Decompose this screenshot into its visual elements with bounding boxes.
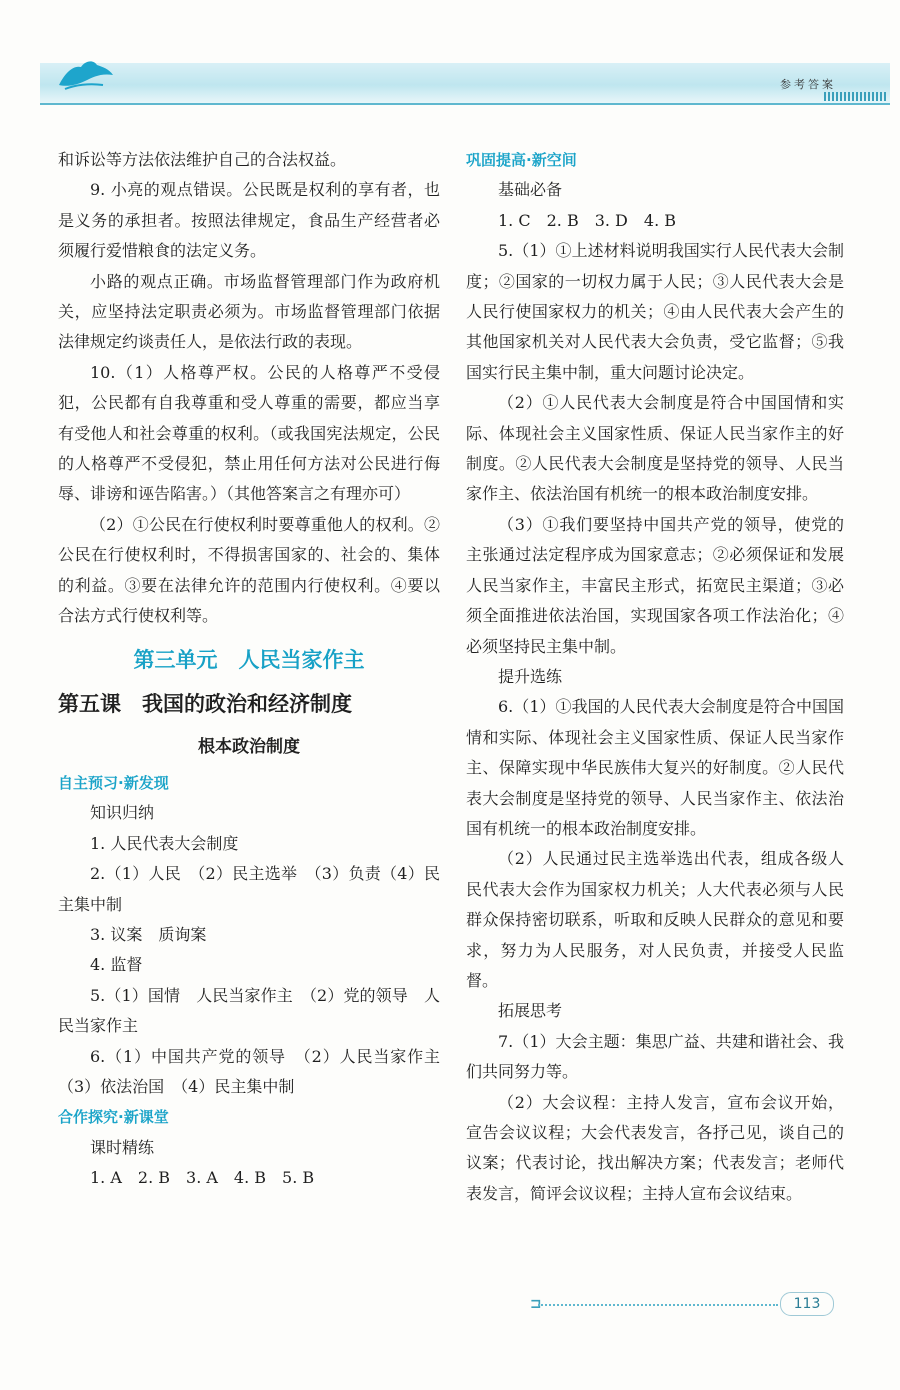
- subsection-heading: 提升选练: [498, 666, 563, 686]
- answer-7-1: 7.（1）大会主题：集思广益、共建和谐社会、我们共同努力等。: [466, 1031, 844, 1082]
- footer-bracket-icon: ⊐: [530, 1296, 542, 1312]
- paragraph: 和诉讼等方法依法维护自己的合法权益。: [58, 150, 347, 169]
- answer-line: 5.（1）国情 人民当家作主 （2）党的领导 人民当家作主: [58, 985, 440, 1036]
- header-label: 参考答案: [780, 78, 836, 91]
- answer-5-1: 5.（1）①上述材料说明我国实行人民代表大会制度；②国家的一切权力属于人民；③人民代表大会是人民行使国家权力的机关；④由人民代表大会产生的其他国家机关对人民代表大会负责，受它监督；⑤我国实行民主集中制，重大问题讨论决定。: [466, 241, 844, 382]
- answer-line: 1. A 2. B 3. A 4. B 5. B: [90, 1168, 315, 1188]
- header-band: [40, 63, 890, 103]
- answer-line: 4. 监督: [90, 955, 143, 975]
- lesson-title: 第五课 我国的政治和经济制度: [58, 690, 352, 716]
- subsection-heading: 基础必备: [498, 180, 563, 200]
- answer-6-2: （2）人民通过民主选举选出代表，组成各级人民代表大会作为国家权力机关；人大代表必须与人民群众保持密切联系，听取和反映人民群众的意见和要求，努力为人民服务，对人民负责，并接受人民监督。: [466, 849, 844, 990]
- page-number: 113: [780, 1292, 834, 1316]
- answer-10-2: （2）①公民在行使权利时要尊重他人的权利。②公民在行使权利时，不得损害国家的、社会的、集体的利益。③要在法律允许的范围内行使权利。④要以合法方式行使权利等。: [58, 514, 440, 626]
- left-column: [58, 145, 457, 1194]
- answer-5-2: （2）①人民代表大会制度是符合中国国情和实际、体现社会主义国家性质、保证人民当家作主的好制度。②人民代表大会制度是坚持党的领导、人民当家作主、依法治国有机统一的根本政治制度安排。: [466, 393, 844, 504]
- answer-7-2: （2）大会议程：主持人发言，宣布会议开始，宣告会议议程；大会代表发言，各抒己见，谈自己的议案；代表讨论，找出解决方案；代表发言；老师代表发言，简评会议议程；主持人宣布会议结束。: [466, 1092, 844, 1203]
- bird-logo-icon: [55, 55, 115, 95]
- answer-10-1: 10.（1）人格尊严权。公民的人格尊严不受侵犯，公民都有自我尊重和受人尊重的需要，都应当享有受他人和社会尊重的权利。（或我国宪法规定，公民的人格尊严不受侵犯，禁止用任何方法对公民进行侮辱、诽谤和诬告陷害。）（其他答案言之有理亦可）: [58, 362, 440, 504]
- footer-dotted-rule: [538, 1304, 778, 1306]
- section-heading: 合作探究·新课堂: [58, 1108, 169, 1127]
- right-column: [466, 145, 844, 1209]
- answer-5-3: （3）①我们要坚持中国共产党的领导，使党的主张通过法定程序成为国家意志；②必须保证和发展人民当家作主，丰富民主形式，拓宽民主渠道；③必须全面推进依法治国，实现国家各项工作法治化；④必须坚持民主集中制。: [466, 514, 844, 656]
- header-rule: [40, 103, 890, 105]
- unit-title: 第三单元 人民当家作主: [133, 647, 365, 672]
- answer-6-1: 6.（1）①我国的人民代表大会制度是符合中国国情和实际、体现社会主义国家性质、保证人民当家作主、保障实现中华民族伟大复兴的好制度。②人民代表大会制度是坚持党的领导、人民当家作主、依法治国有机统一的根本政治制度安排。: [466, 697, 844, 838]
- topic-title: 根本政治制度: [198, 736, 300, 757]
- answer-line: 1. C 2. B 3. D 4. B: [498, 210, 676, 230]
- subsection-heading: 知识归纳: [90, 803, 155, 823]
- answer-line: 1. 人民代表大会制度: [90, 833, 239, 853]
- header-barcode: [824, 92, 886, 101]
- answer-line: 3. 议案 质询案: [90, 924, 207, 944]
- answer-line: 6.（1）中国共产党的领导 （2）人民当家作主 （3）依法治国 （4）民主集中制: [58, 1046, 457, 1096]
- section-heading: 巩固提高·新空间: [466, 151, 577, 169]
- section-heading: 自主预习·新发现: [58, 773, 169, 792]
- paragraph: 小路的观点正确。市场监督管理部门作为政府机关，应坚持法定职责必须为。市场监督管理部门依据法律规定约谈责任人，是依法行政的表现。: [58, 271, 440, 352]
- answer-line: 2.（1）人民 （2）民主选举 （3）负责（4）民主集中制: [58, 864, 440, 914]
- subsection-heading: 拓展思考: [498, 1001, 563, 1021]
- subsection-heading: 课时精练: [90, 1137, 155, 1157]
- answer-9: 9. 小亮的观点错误。公民既是权利的享有者，也是义务的承担者。按照法律规定，食品生产经营者必须履行爱惜粮食的法定义务。: [58, 180, 440, 261]
